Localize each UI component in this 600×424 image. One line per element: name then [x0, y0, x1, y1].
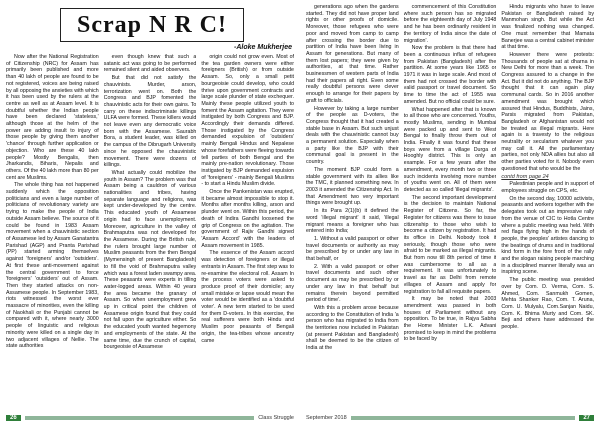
- right-column-1: [306, 4, 399, 410]
- page-number: 27: [579, 415, 594, 421]
- paragraph: 1. Without a valid passport or other travel documents or authority as may be prescribed by or under any law in that behalf, or: [306, 235, 399, 263]
- paragraph: But that did not satisfy the chauvinists. Murder, arson, terrorization went on. Both the Congress and BJP fomented the chauvinistic acts for their own gains. To carry on these indiscriminate killings ULFA were formed. These killers would not leave even any democratic voice born with the Assamese. Saurabh Bora, a student leader, was killed on the campus of the Dibrugarh University since he opposed the chauvinistic movement. There were dozens of killings.: [103, 75, 197, 169]
- left-footer: [6, 413, 294, 422]
- paragraph: even though knew that such a satanic act was going to be performed remained silent and aided observers.: [103, 54, 197, 74]
- paragraph: What actually could mobilize the youth in Assam? The problem was that Assam being a cauldron of various nationalities and tribes, having separate language and religions, was kept under-developed by the centre. This educated youth of Assamese origin had to face unemployment. Moreover, agriculture in the valley of Brahmaputra was not developed for the Assamese. During the British rule, the rulers brought large number of Muslim peasants from the then Bengal (Mymensingh of present Bangladesh) to fill the void of Brahmaputra valley which was a forest laden swampy area. These peasants were experts in tilling water-logged areas. Within 40 years the area became the granary of Assam. So when unemployment grew up in critical point the children of Assamese origin found that they could not fall upon the agriculture either. So the educated youth wanted hegemony and employments of the state. At the same time, due the crunch of capital, bourgeoisie of Assamese: [103, 169, 197, 351]
- paragraph: Now the problem is that there had been a continuous influx of refugees from Pakistan (Bangladesh) after the partition. At some years like 1965 or 1971 it was in large scale. And most of them had not crossed the border with valid passport or travel document. So time to time the act of 1955 was amended. But no official could be sure.: [403, 45, 497, 105]
- paragraph: Now after the National Registration of Citizenship (NRC) for Assam has primarily been published and more than 40 lakh of people are found to be not registered, voices are being raised by all opposing the anxieties with which it has been used by the rulers at the centre as well as at Assam level. It is doubtful whether the Indian people have been declared 'stateless,' although those at the helm of the power are adding insult to injury of those people by giving them another 'chance' through further application or objection. Who are these 40 lakh people? Mostly Bengalis, then Jharkandis, Biharis, Nepalis and others. Of the 40 lakh more than 80 per cent are Muslims.: [6, 54, 99, 181]
- right-footer: [306, 413, 594, 422]
- paragraph: generations ago when the gardens started. They did not have proper land rights or other proofs of domicile. Moreover, those refugees who were poor and moved from camp to camp after crossing the border due to partition of India have been living in Assam for generations. But many of them lost papers; they were given by authorities, at that time. Rather businessmen of western parts of India had their papers all right. Even some really doubtful persons were clever enough to arrange for their papers by graft to officials.: [306, 4, 399, 104]
- paragraph: What happened after that is known to all those who are concerned. Youths, mostly Muslims, sending in Mumbai were packed up and sent to West Bengal to finally throw them out of India. Finally it was found that these boys were from a village Durga of Hooghly district. This is only an example. For a few years after the amendment, every month two or three such incidents involving more number of youths went on. All of them were detected as so called 'illegal migrants'.: [403, 106, 497, 193]
- left-columns: [6, 54, 294, 410]
- footer-bar: [25, 416, 255, 420]
- left-column-3: [201, 54, 294, 410]
- article-title: Scrap N R C!: [77, 11, 227, 38]
- paragraph: origin could not grow even. Most of the tea garden owners were either foreigners (British) or from outside Assam. So, only a small petit bourgeoisie could develop, who could thrive upon government contracts and large scale plunder of state exchequer. Mainly these people utilized youth to foment the Assam agitation. They were instigated by both Congress and BJP. Accordingly their demands differed. Those instigated by the Congress demanded expulsion of 'outsiders' mainly Bengali Hindus and Nepalese whose forefathers were fleeing towards tell parties of both Bengal and the mainly pre-nation revolutionary. Those instigated by BJP demanded expulsion of 'foreigners' - mainly Bengali Muslims - to start a Hindu Muslim divide.: [201, 54, 295, 188]
- paragraph: On the second day, 10000 activists, peasants and workers together with the delegates took out an impressive rally from the venue of CIC to Hotla Centre where a public meeting was held. With red flags flying high in the hands of people, the peoples' artistes dancing to the beatings of drums and in traditional kind form in the fore front of the rally and the slogan raising people marching in a disciplined manner literally was an inspiring scene.: [501, 195, 595, 276]
- paragraph: With this a problem arose because according to the Constitution of India 'a person who has migrated to India from the territories now included in Pakistan (at present Pakistan and Bangladesh) shall be deemed to be the citizen of India at the: [306, 304, 399, 352]
- paragraph: Once the Pankenistan was erupted, it became almost impossible to stop it. Months after months killing, arson and plunder went on. Within this period, the death of Indira Gandhi loosened the grip of Congress on the agitation. The government of Rajiv Gandhi signed 'Assam Accord' with the leaders of Assam movement in 1985.: [201, 189, 295, 249]
- paragraph: The second important development is the decision to maintain National Register of Citizens. So far, the Register for citizens was there to issue citizenship to those who wish to become a citizen by registration. It had its office in Delhi. Nobody took it seriously, though those who were afraid to be marked as illegal migrants. But from now till 8th period of time it was cumbersome to all as a requirement. It was unfortunately to travel as far as Delhi from remote villages of Assam and apply for registration to fall all requisite papers.: [403, 194, 497, 295]
- paragraph: The essence of the Assam accord was detection of foreigners or illegal entrants in Assam. The first step was to re-examine the electoral roll. Assam In the process voters were asked to produce proof of their domicile; any small mistake or lapse would mean the voter would be identified as a 'doubtful voter'. A new term started to be used for them D-voters. In this exercise, the real sufferers were both Hindu and Muslim poor peasants of Bengali origin, the tea-tribes whose ancestry came: [201, 250, 295, 344]
- right-column-2: [404, 4, 497, 410]
- footer-bar: [351, 416, 576, 420]
- paragraph: In its Para 2(1)(b) it defined the word 'illegal migrant' it said, 'illegal migrant means a foreigner who has entered into India;: [306, 208, 399, 235]
- article-author: -Aloke Mukherjee: [234, 44, 292, 51]
- continued-label: contd from page 24: [501, 173, 549, 180]
- right-columns: [306, 4, 594, 410]
- paragraph: commencement of this Constitution where such person has so migrated before the eighteenth day of July 1948 and he has been ordinarily resident in the territory of India since the date of migration'.: [403, 4, 497, 44]
- paragraph: The moment BJP could form a stable government with its allies like the TMC, it planned something new. In 2003 it amended the Citizenship Act. In that Amendment two very important things were brought up.: [306, 166, 399, 207]
- paragraph: The whole thing has not happened suddenly which the opposition politicians and even a large number of politicians of revolutionary variety are trying to make the people of India outside Assam believe. The source of it could be found in 1983 Assam movement when a chauvinistic section of Assamese led by Assam Ganatantra Parishad (AGP) and Pranta Parishad (PP) started arming themselves against 'foreigners' and/or 'outsiders'. At first these anti-movement against the central government to force 'foreigners' 'outsiders' out of Assam. Then they started attacks on non-Assamese people. In September 1983, riots witnessed the worst ever massacre of minorities, even the killing of Naokhali or the Punjabi cannot be compared with it, where nearly 3000 people of linguistic and religious minority were killed on a single day in two adjacent villages of Nellie. The state authorities: [6, 182, 99, 350]
- paragraph: However by taking a large number of the people as D-voters, the Congress thought that it had created a stable base in Assam. But such unjust deals with the chauvinistic cannot buy a permanent solution. Especially when a party like the BJP with their communal goal is present in the country.: [306, 105, 399, 166]
- right-page: [300, 0, 600, 424]
- paragraph: It may be noted that 2003 amendment was passed in both houses of Parliament without any opposition. To be true, in Rajya Sabha the Home Minister L.K. Advani promised to keep in mind the problems to be faced by: [403, 296, 497, 343]
- left-column-1: [6, 54, 99, 410]
- paragraph: Palestinian people and in support of employees struggle on CPS, etc.: [501, 181, 595, 194]
- paragraph: Hindu migrants who have to leave Pakistan or Bangladesh raised by Manmohan singh. But while the Act was finalized nothing was changed. One must remember that Mamata Banerjee was a central cabinet minister at that time.: [501, 4, 595, 51]
- title-box: [60, 8, 244, 42]
- paragraph: However there were protests: Thousands of people sat at dharna in New Delhi for more than a week. The Congress assured to a change in the Act. But it did not do anything. The BJP thought that it can again play communal cards. So in 2016 another amendment was brought which assured that Hindus, Buddhists, Jains, Parsis migrated from Pakistan, Bangladesh or Afghanistan would not be treated as illegal migrants. Here again is a travesty to the religious neutrality or secularism whatever you may call it. All the parliamentary parties, not only NDA allies but also all other parties voted for it. Nobody even questioned that who would be the: [501, 51, 595, 172]
- left-column-2: [104, 54, 197, 410]
- right-column-3: [501, 4, 594, 410]
- paragraph: 2. With a valid passport or other travel documents and such other document as may be prescribed by or under any law in that behalf but remains therein beyond permitted period of time'.: [306, 263, 399, 304]
- paragraph: The public meeting was presided over by Com. D. Verma, Com. S. Ahmed, Com. Sanmukh Gomen, Mehta Shanker Rao, Com. T. Aruna, Com. U. Mulyalu, Com.Sanjan Naidu, Com. K. Bhima Murty and Com. SK. Beji and others have addressed the people.: [501, 277, 595, 331]
- issue-date: September 2018: [306, 414, 347, 421]
- page-number: 26: [6, 415, 21, 421]
- magazine-name: Class Struggle: [258, 414, 294, 421]
